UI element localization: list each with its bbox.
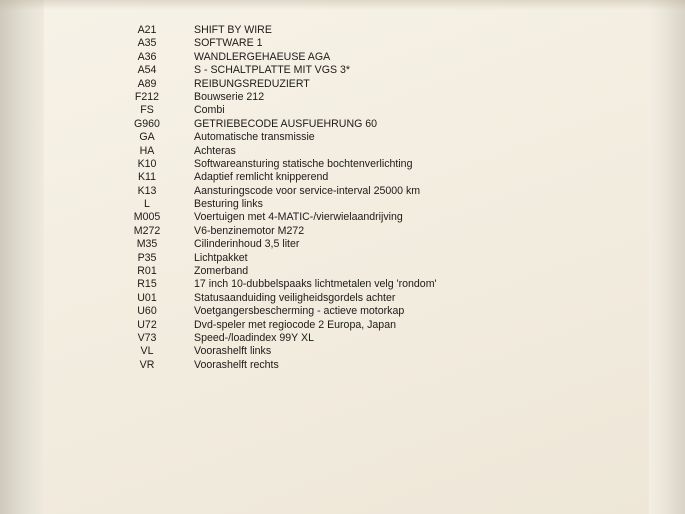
option-description: Voorashelft links <box>194 345 272 358</box>
option-code: R01 <box>137 265 157 278</box>
code-row <box>124 145 524 158</box>
option-description: S - SCHALTPLATTE MIT VGS 3* <box>194 64 350 77</box>
option-description: Dvd-speler met regiocode 2 Europa, Japan <box>194 318 396 331</box>
code-row <box>124 359 524 372</box>
option-description: Achteras <box>194 144 236 157</box>
paper-sheet <box>44 0 649 514</box>
code-row <box>124 305 524 318</box>
code-row <box>124 265 524 278</box>
option-description: REIBUNGSREDUZIERT <box>194 77 310 90</box>
option-code: U01 <box>137 291 157 304</box>
option-code: M005 <box>133 211 161 224</box>
option-code: HA <box>139 144 155 157</box>
option-description: Besturing links <box>194 198 263 211</box>
code-row <box>124 24 524 37</box>
code-row <box>124 185 524 198</box>
code-row <box>124 158 524 171</box>
code-row <box>124 238 524 251</box>
option-code: U60 <box>137 305 157 318</box>
option-description: 17 inch 10-dubbelspaaks lichtmetalen velg 'rondom' <box>194 278 437 291</box>
option-description: Zomerband <box>194 265 249 278</box>
option-code: F212 <box>134 90 160 103</box>
option-code: A21 <box>137 24 157 36</box>
option-code: M35 <box>136 238 158 251</box>
option-description: Bouwserie 212 <box>194 90 265 103</box>
option-code: P35 <box>137 251 157 264</box>
code-row <box>124 278 524 291</box>
code-row <box>124 118 524 131</box>
option-code: A36 <box>137 50 157 63</box>
option-description: Voorashelft rechts <box>194 358 279 371</box>
option-description: SHIFT BY WIRE <box>194 24 272 36</box>
code-row <box>124 198 524 211</box>
option-description: Aansturingscode voor service-interval 25000 km <box>194 184 421 197</box>
option-description: SOFTWARE 1 <box>194 37 263 50</box>
option-code: K13 <box>137 184 157 197</box>
code-row <box>124 64 524 77</box>
code-row <box>124 252 524 265</box>
right-page-edge <box>649 0 685 514</box>
option-code: A35 <box>137 37 157 50</box>
option-code: G960 <box>134 117 160 130</box>
top-shadow <box>0 0 685 10</box>
option-code: GA <box>139 131 155 144</box>
code-row <box>124 78 524 91</box>
option-code: VL <box>140 345 154 358</box>
code-row <box>124 91 524 104</box>
code-row <box>124 37 524 50</box>
option-description: V6-benzinemotor M272 <box>194 224 305 237</box>
option-description: Lichtpakket <box>194 251 248 264</box>
left-binding-edge <box>0 0 44 514</box>
code-row <box>124 131 524 144</box>
option-code: K10 <box>137 157 157 170</box>
option-code: A89 <box>137 77 157 90</box>
option-description: WANDLERGEHAEUSE AGA <box>194 50 331 63</box>
code-row <box>124 211 524 224</box>
option-code: R15 <box>137 278 157 291</box>
option-description: Combi <box>194 104 225 117</box>
option-code: FS <box>140 104 154 117</box>
code-row <box>124 171 524 184</box>
option-description: Softwareansturing statische bochtenverlichting <box>194 157 413 170</box>
code-row <box>124 225 524 238</box>
option-code-list <box>124 24 524 372</box>
code-row <box>124 332 524 345</box>
option-description: Statusaanduiding veiligheidsgordels achter <box>194 291 396 304</box>
option-description: Voetgangersbescherming - actieve motorkap <box>194 305 405 318</box>
option-code: M272 <box>133 224 161 237</box>
option-description: Speed-/loadindex 99Y XL <box>194 331 314 344</box>
code-row <box>124 292 524 305</box>
option-description: Automatische transmissie <box>194 131 315 144</box>
code-row <box>124 104 524 117</box>
code-row <box>124 51 524 64</box>
option-code: L <box>144 198 150 211</box>
code-row <box>124 345 524 358</box>
option-description: Cilinderinhoud 3,5 liter <box>194 238 300 251</box>
option-code: VR <box>139 358 155 371</box>
option-description: Adaptief remlicht knipperend <box>194 171 329 184</box>
option-code: K11 <box>137 171 157 184</box>
option-description: Voertuigen met 4-MATIC-/vierwielaandrijving <box>194 211 403 224</box>
code-row <box>124 319 524 332</box>
option-code: U72 <box>137 318 157 331</box>
option-code: A54 <box>137 64 157 77</box>
option-code: V73 <box>137 331 157 344</box>
option-description: GETRIEBECODE AUSFUEHRUNG 60 <box>194 117 378 130</box>
